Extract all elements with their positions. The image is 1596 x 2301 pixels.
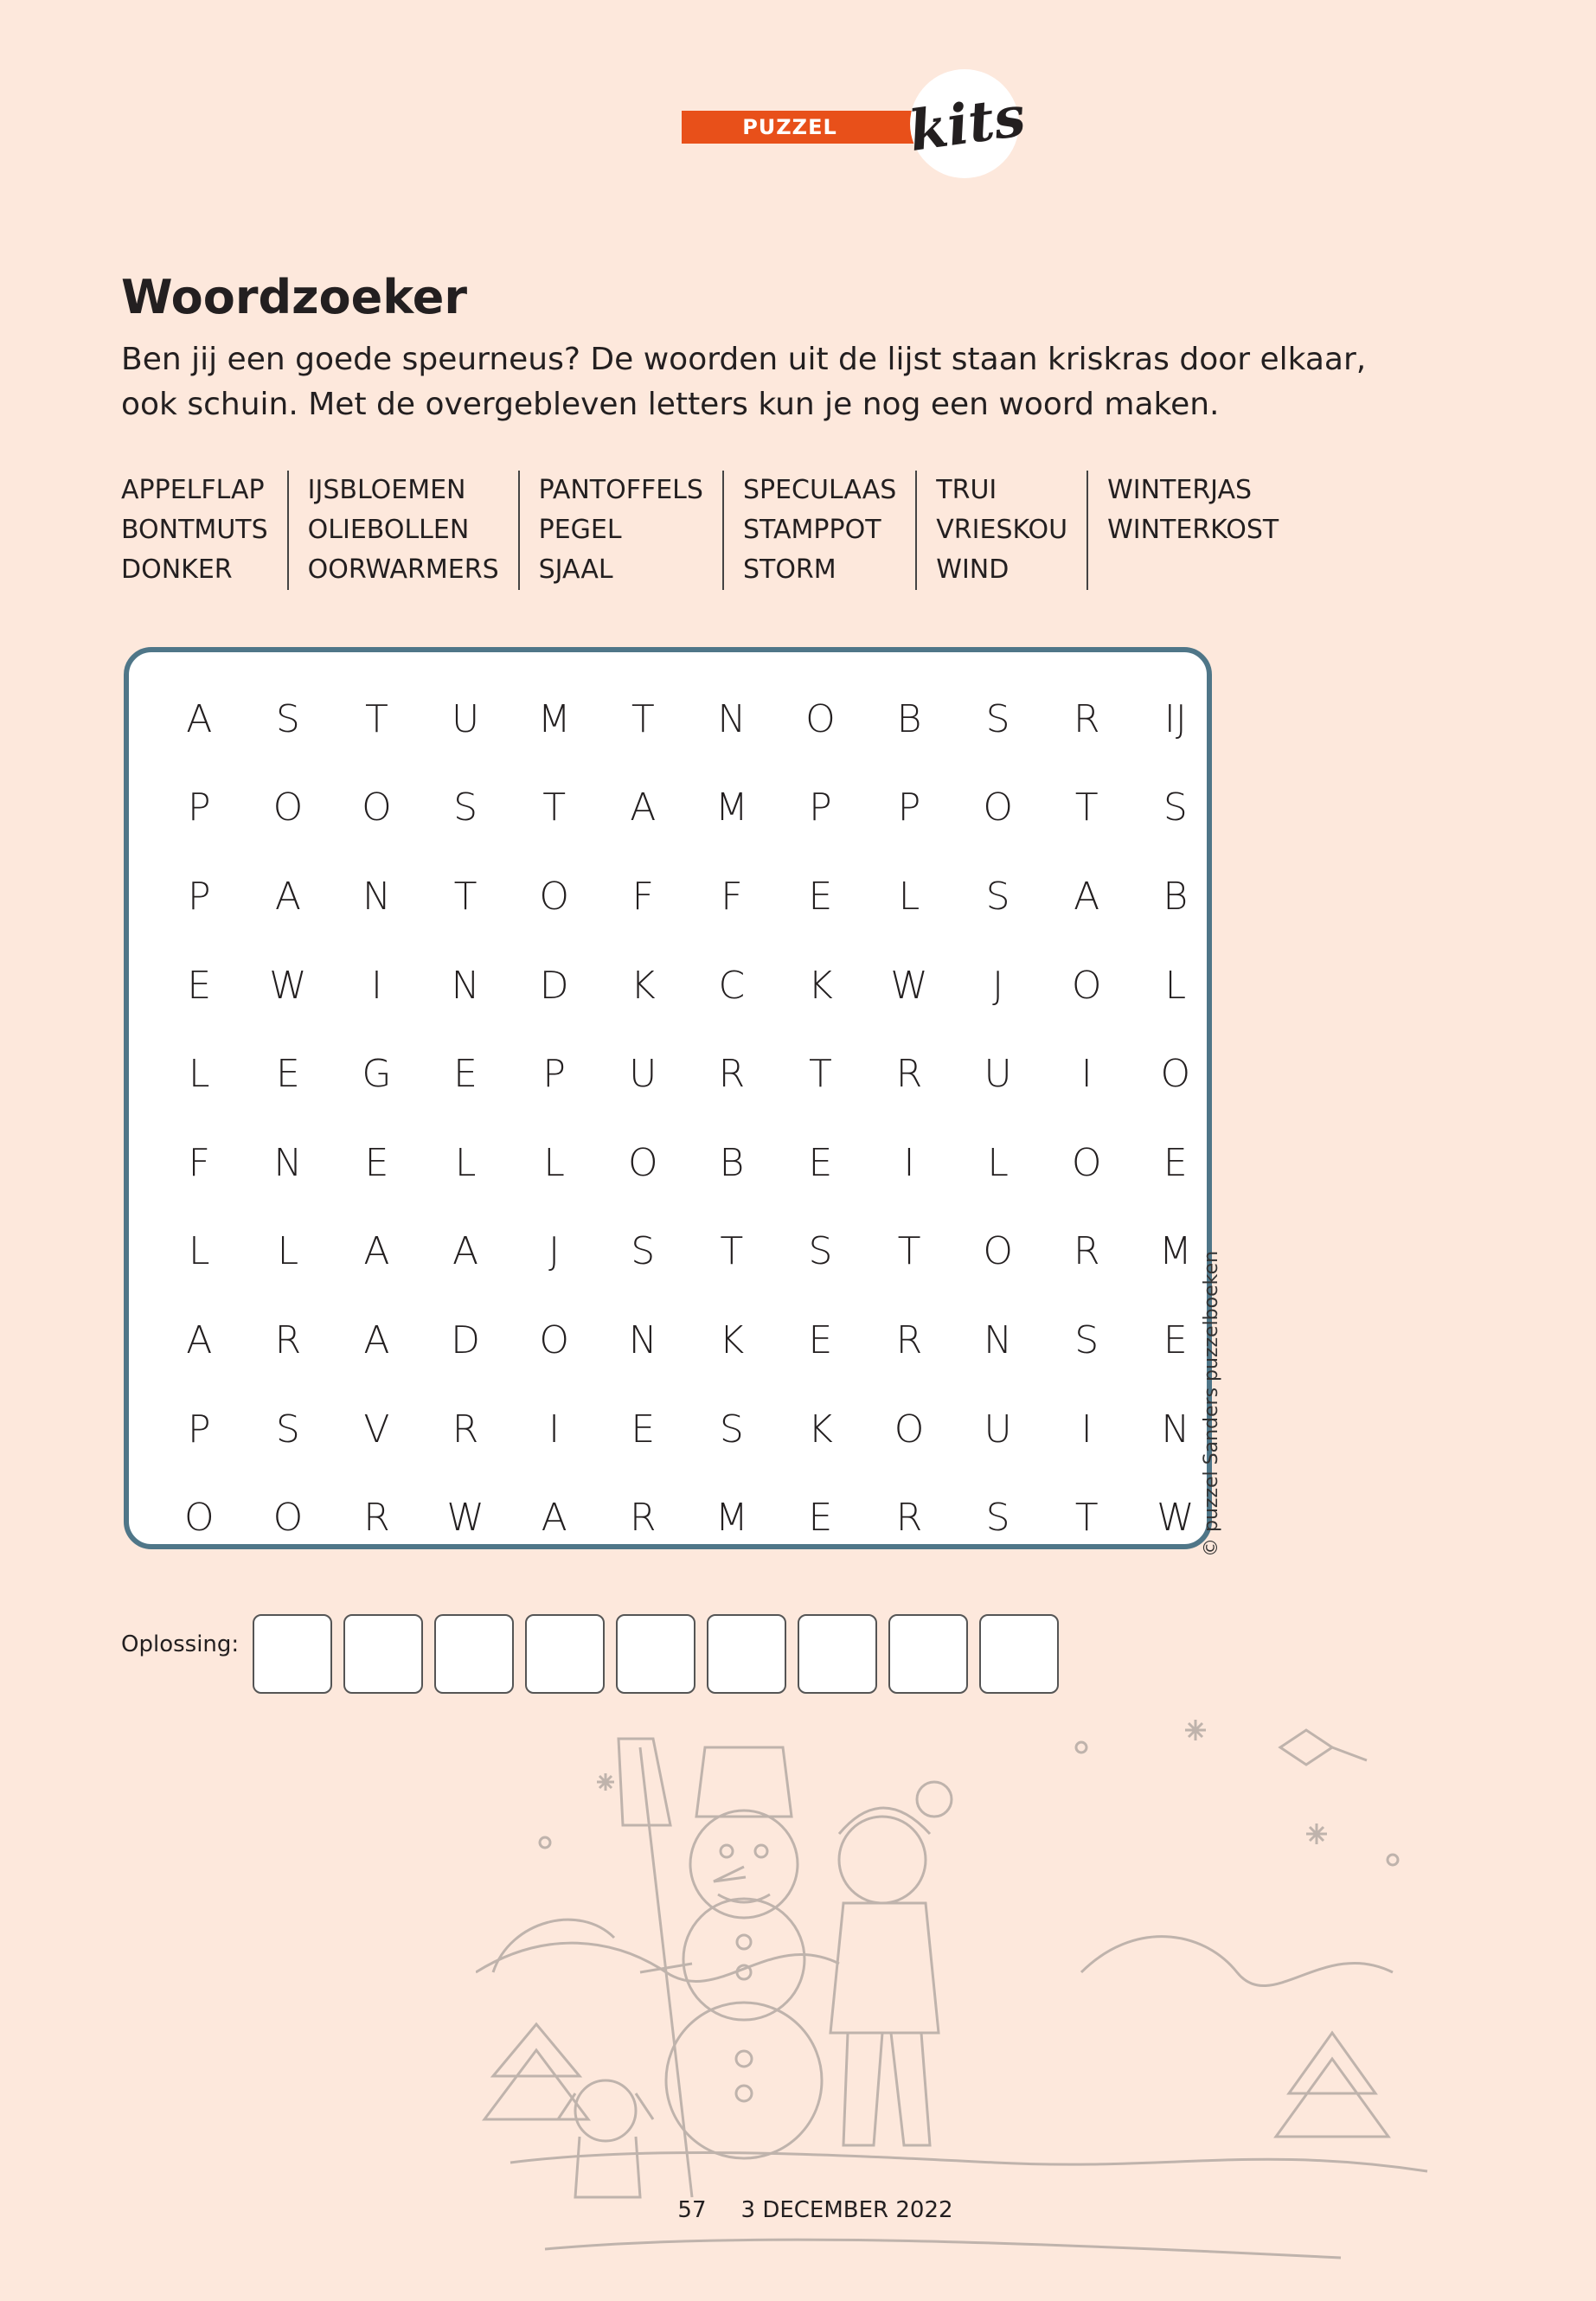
- letter-grid: [155, 675, 1220, 1562]
- solution-box[interactable]: [343, 1614, 423, 1694]
- grid-cell: O: [894, 1407, 925, 1452]
- grid-cell: P: [897, 785, 921, 830]
- grid-cell: R: [452, 1407, 479, 1452]
- grid-cell: O: [183, 1496, 215, 1541]
- grid-cell: E: [187, 963, 212, 1008]
- grid-cell: T: [542, 785, 567, 830]
- grid-cell: L: [454, 1140, 477, 1185]
- grid-cell: O: [539, 1317, 569, 1362]
- grid-cell: I: [548, 1407, 561, 1452]
- grid-cell: O: [1071, 1140, 1102, 1185]
- grid-cell: U: [451, 696, 480, 741]
- page-footer: [17, 2197, 1596, 2223]
- word-list: [121, 471, 1298, 590]
- grid-cell: E: [808, 874, 833, 919]
- grid-cell: I: [1080, 1052, 1093, 1097]
- page-title: Woordzoeker: [121, 270, 467, 324]
- grid-cell: S: [275, 1407, 300, 1452]
- grid-cell: E: [275, 1052, 300, 1097]
- word-list-item: OORWARMERS: [307, 554, 499, 585]
- grid-cell: T: [1074, 785, 1099, 830]
- grid-cell: N: [984, 1317, 1013, 1362]
- grid-cell: C: [718, 963, 746, 1008]
- grid-cell: L: [189, 1052, 210, 1097]
- grid-cell: S: [719, 1407, 744, 1452]
- grid-cell: W: [1157, 1496, 1195, 1541]
- grid-cell: R: [895, 1052, 923, 1097]
- grid-cell: E: [808, 1140, 833, 1185]
- grid-cell: P: [188, 1407, 211, 1452]
- grid-cell: R: [895, 1317, 923, 1362]
- word-list-item: PEGEL: [538, 515, 622, 545]
- grid-cell: O: [983, 785, 1013, 830]
- section-label: PUZZEL: [682, 111, 915, 144]
- grid-cell: J: [548, 1229, 561, 1274]
- grid-cell: P: [188, 785, 211, 830]
- brand-logo: [905, 69, 1029, 178]
- word-list-column: [518, 471, 722, 590]
- solution-box[interactable]: [707, 1614, 786, 1694]
- brand-logo-text: kits: [905, 83, 1029, 164]
- grid-cell: T: [720, 1229, 744, 1274]
- grid-cell: O: [1160, 1052, 1191, 1097]
- solution-box[interactable]: [525, 1614, 605, 1694]
- grid-cell: P: [809, 785, 832, 830]
- solution-box[interactable]: [616, 1614, 695, 1694]
- grid-cell: S: [1163, 785, 1188, 830]
- grid-cell: S: [808, 1229, 833, 1274]
- word-list-item: WIND: [936, 554, 1010, 585]
- grid-cell: F: [631, 874, 654, 919]
- word-list-item: VRIESKOU: [936, 515, 1068, 545]
- grid-cell: R: [895, 1496, 923, 1541]
- solution-box[interactable]: [979, 1614, 1059, 1694]
- grid-cell: IJ: [1163, 696, 1187, 741]
- solution-boxes: [253, 1614, 1059, 1694]
- word-list-item: BONTMUTS: [121, 515, 268, 545]
- grid-cell: K: [630, 963, 656, 1008]
- word-list-item: TRUI: [936, 475, 997, 505]
- grid-cell: F: [188, 1140, 210, 1185]
- grid-cell: O: [272, 785, 304, 830]
- grid-cell: E: [808, 1317, 833, 1362]
- grid-cell: T: [1074, 1496, 1099, 1541]
- grid-cell: O: [272, 1496, 304, 1541]
- grid-cell: S: [1074, 1317, 1099, 1362]
- grid-cell: E: [1163, 1140, 1188, 1185]
- word-list-item: DONKER: [121, 554, 233, 585]
- grid-cell: D: [539, 963, 569, 1008]
- word-list-item: OLIEBOLLEN: [307, 515, 470, 545]
- grid-cell: L: [189, 1229, 210, 1274]
- grid-cell: L: [543, 1140, 565, 1185]
- grid-cell: A: [541, 1496, 567, 1541]
- grid-cell: I: [903, 1140, 915, 1185]
- word-list-item: STORM: [742, 554, 836, 585]
- grid-cell: S: [985, 696, 1010, 741]
- grid-cell: T: [631, 696, 655, 741]
- grid-cell: W: [890, 963, 928, 1008]
- grid-cell: A: [452, 1229, 479, 1274]
- grid-cell: N: [628, 1317, 657, 1362]
- grid-cell: N: [273, 1140, 303, 1185]
- grid-cell: A: [186, 696, 213, 741]
- word-list-item: PANTOFFELS: [538, 475, 703, 505]
- grid-cell: M: [715, 1496, 748, 1541]
- grid-cell: E: [631, 1407, 656, 1452]
- word-list-column: [121, 471, 287, 590]
- word-list-column: [722, 471, 915, 590]
- grid-cell: B: [896, 696, 922, 741]
- grid-cell: S: [985, 874, 1010, 919]
- word-search-grid: [124, 647, 1212, 1549]
- grid-cell: S: [275, 696, 300, 741]
- grid-cell: N: [451, 963, 480, 1008]
- grid-cell: G: [362, 1052, 392, 1097]
- grid-cell: M: [1158, 1229, 1192, 1274]
- solution-box[interactable]: [434, 1614, 514, 1694]
- intro-text: Ben jij een goede speurneus? De woorden uit de lijst staan kriskras door elkaar, ook schuin. Met de overgebleven letters kun je nog een woord maken.: [121, 342, 1367, 422]
- word-list-item: SPECULAAS: [742, 475, 897, 505]
- grid-cell: O: [1071, 963, 1102, 1008]
- grid-cell: S: [631, 1229, 656, 1274]
- copyright-credit: © puzzel Sanders puzzelboeken: [1201, 1250, 1222, 1557]
- grid-cell: A: [274, 874, 301, 919]
- solution-box[interactable]: [253, 1614, 332, 1694]
- grid-cell: S: [985, 1496, 1010, 1541]
- grid-cell: I: [370, 963, 382, 1008]
- grid-cell: J: [992, 963, 1004, 1008]
- grid-cell: K: [808, 963, 833, 1008]
- page-number: 57: [677, 2197, 707, 2223]
- solution-box[interactable]: [798, 1614, 877, 1694]
- word-list-item: STAMPPOT: [742, 515, 881, 545]
- grid-cell: O: [805, 696, 836, 741]
- grid-cell: L: [1164, 963, 1187, 1008]
- grid-cell: N: [717, 696, 747, 741]
- grid-cell: A: [186, 1317, 213, 1362]
- grid-cell: E: [453, 1052, 478, 1097]
- grid-cell: F: [721, 874, 743, 919]
- grid-cell: D: [451, 1317, 481, 1362]
- grid-cell: E: [1163, 1317, 1188, 1362]
- grid-cell: U: [984, 1407, 1012, 1452]
- grid-cell: T: [809, 1052, 832, 1097]
- word-list-item: APPELFLAP: [121, 475, 265, 505]
- grid-cell: R: [1073, 1229, 1100, 1274]
- grid-cell: O: [983, 1229, 1013, 1274]
- grid-cell: R: [363, 1496, 390, 1541]
- grid-cell: V: [363, 1407, 390, 1452]
- grid-cell: L: [277, 1229, 299, 1274]
- grid-cell: O: [539, 874, 569, 919]
- grid-cell: S: [453, 785, 478, 830]
- grid-cell: R: [718, 1052, 746, 1097]
- grid-cell: L: [987, 1140, 1009, 1185]
- grid-cell: K: [808, 1407, 833, 1452]
- word-list-column: [1086, 471, 1298, 590]
- word-list-item: SJAAL: [538, 554, 613, 585]
- grid-cell: L: [898, 874, 920, 919]
- grid-cell: A: [363, 1229, 390, 1274]
- issue-date: 3 DECEMBER 2022: [740, 2197, 953, 2223]
- word-list-column: [287, 471, 518, 590]
- solution-label: Oplossing:: [121, 1631, 240, 1657]
- grid-cell: N: [1161, 1407, 1190, 1452]
- grid-cell: A: [363, 1317, 390, 1362]
- word-list-item: WINTERJAS: [1107, 475, 1253, 505]
- grid-cell: T: [453, 874, 478, 919]
- solution-box[interactable]: [888, 1614, 968, 1694]
- grid-cell: E: [364, 1140, 389, 1185]
- grid-cell: W: [269, 963, 307, 1008]
- grid-cell: E: [808, 1496, 833, 1541]
- grid-cell: B: [719, 1140, 745, 1185]
- grid-cell: M: [715, 785, 748, 830]
- word-list-column: [915, 471, 1086, 590]
- grid-cell: T: [365, 696, 388, 741]
- grid-cell: N: [362, 874, 391, 919]
- grid-cell: P: [542, 1052, 566, 1097]
- grid-cell: R: [274, 1317, 302, 1362]
- grid-cell: R: [1073, 696, 1100, 741]
- grid-cell: O: [627, 1140, 658, 1185]
- grid-cell: T: [897, 1229, 921, 1274]
- grid-cell: K: [719, 1317, 745, 1362]
- word-list-item: IJSBLOEMEN: [307, 475, 466, 505]
- grid-cell: A: [630, 785, 657, 830]
- grid-cell: B: [1163, 874, 1189, 919]
- grid-cell: W: [446, 1496, 484, 1541]
- grid-cell: M: [537, 696, 571, 741]
- grid-cell: P: [188, 874, 211, 919]
- grid-cell: U: [984, 1052, 1012, 1097]
- grid-cell: A: [1074, 874, 1100, 919]
- grid-cell: U: [629, 1052, 657, 1097]
- word-list-item: WINTERKOST: [1107, 515, 1279, 545]
- grid-cell: O: [362, 785, 392, 830]
- grid-cell: I: [1080, 1407, 1093, 1452]
- grid-cell: R: [629, 1496, 657, 1541]
